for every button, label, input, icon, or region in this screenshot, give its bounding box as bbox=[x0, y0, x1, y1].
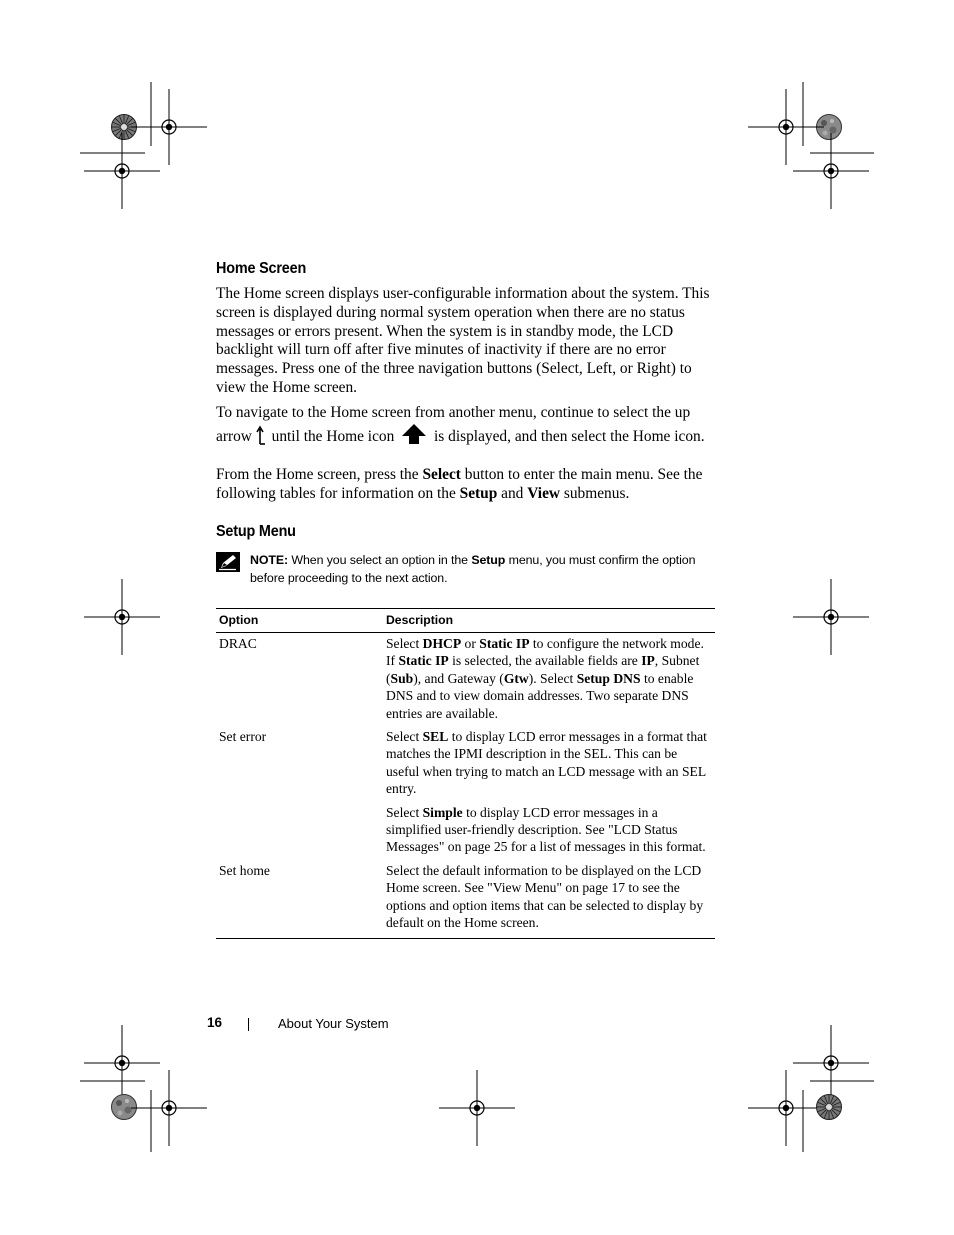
text-segment: Select bbox=[386, 804, 420, 820]
text-segment: submenus. bbox=[563, 484, 630, 502]
view-keyword: View bbox=[527, 484, 561, 502]
setup-menu-heading: Setup Menu bbox=[216, 523, 296, 540]
up-arrow-icon bbox=[256, 425, 268, 451]
registration-mark-icon bbox=[793, 133, 869, 209]
text-segment: or bbox=[464, 636, 476, 651]
home-icon bbox=[401, 423, 427, 451]
text-segment: Select bbox=[386, 636, 420, 651]
text-segment: to display LCD error messages in a format that matches the IPMI description in the SEL. This can be useful when trying to match an LCD message with an SEL entry. bbox=[386, 729, 707, 797]
description-cell bbox=[383, 862, 715, 938]
page-number: 16 bbox=[207, 1015, 223, 1030]
home-select-paragraph bbox=[216, 466, 716, 504]
text-segment: When you select an option in the bbox=[291, 553, 468, 567]
text-segment: is selected, the available fields are bbox=[452, 653, 638, 669]
text-segment: and bbox=[501, 484, 524, 502]
ip-keyword: IP bbox=[641, 653, 655, 669]
text-segment: Select bbox=[386, 729, 420, 745]
setup-dns-keyword: Setup DNS bbox=[576, 670, 641, 686]
text-segment: ). Select bbox=[528, 670, 574, 686]
select-keyword: Select bbox=[422, 466, 461, 483]
description-paragraph bbox=[386, 804, 712, 856]
static-ip-keyword: Static IP bbox=[479, 636, 530, 651]
note-text bbox=[250, 552, 720, 587]
text-segment: to configure the network mode. If bbox=[386, 636, 704, 669]
table-row bbox=[216, 862, 715, 938]
text-segment: From the Home screen, press the bbox=[216, 466, 419, 483]
text-segment: , Subnet ( bbox=[386, 653, 700, 686]
halftone-target-icon bbox=[112, 1095, 137, 1120]
text-segment: is displayed, and then select the Home icon. bbox=[434, 427, 705, 445]
description-paragraph bbox=[386, 728, 712, 798]
column-header-option: Option bbox=[216, 609, 383, 633]
home-screen-heading: Home Screen bbox=[216, 260, 307, 277]
registration-mark-icon bbox=[439, 1070, 515, 1146]
text-segment: ), and Gateway ( bbox=[413, 670, 504, 686]
description-cell bbox=[383, 728, 715, 862]
registration-mark-icon bbox=[131, 89, 207, 165]
text-segment: to display LCD error messages in a simplified user-friendly description. See "LCD Status Messages" on page 25 for a list of messages in this format. bbox=[386, 804, 706, 855]
star-target-icon bbox=[817, 1095, 842, 1120]
registration-mark-icon bbox=[793, 1025, 869, 1101]
text-segment: until the Home icon bbox=[271, 427, 395, 445]
simple-keyword: Simple bbox=[422, 804, 463, 820]
column-header-description: Description bbox=[383, 609, 715, 633]
text-segment: To navigate to the Home screen from another menu, continue to select the up arrow bbox=[216, 404, 691, 445]
sel-keyword: SEL bbox=[422, 729, 449, 745]
sub-keyword: Sub bbox=[390, 670, 414, 686]
table-header-row bbox=[216, 609, 715, 633]
registration-mark-icon bbox=[84, 1025, 160, 1101]
registration-mark-icon bbox=[84, 133, 160, 209]
footer-chapter-title: About Your System bbox=[278, 1016, 389, 1031]
setup-keyword: Setup bbox=[459, 484, 498, 502]
registration-mark-icon bbox=[84, 579, 160, 655]
registration-mark-icon bbox=[793, 579, 869, 655]
option-cell: Set home bbox=[216, 862, 383, 938]
table-row bbox=[216, 728, 715, 862]
option-cell: DRAC bbox=[219, 636, 257, 651]
option-cell: Set error bbox=[219, 729, 267, 745]
table-row bbox=[216, 633, 715, 729]
note-pencil-icon bbox=[216, 552, 240, 572]
setup-keyword: Setup bbox=[471, 553, 506, 567]
gtw-keyword: Gtw bbox=[503, 670, 529, 686]
description-cell bbox=[383, 633, 715, 729]
text-segment: to enable DNS and to view domain addresses. Two separate DNS entries are available. bbox=[386, 670, 694, 721]
home-intro-paragraph: The Home screen displays user-configurable information about the system. This screen is displayed during normal system operation when there are no status messages or errors present. When the system is in standby mode, the LCD backlight will turn off after five minutes of inactivity if there are no error messages. Press one of the three navigation buttons (Select, Left, or Right) to view the Home screen. bbox=[216, 285, 710, 396]
text-segment: menu, you must confirm the option before proceeding to the next action. bbox=[250, 553, 696, 585]
footer-divider bbox=[248, 1018, 249, 1031]
static-ip-keyword: Static IP bbox=[398, 653, 449, 669]
text-segment: button to enter the main menu. See the following tables for information on the bbox=[216, 466, 703, 502]
registration-mark-icon bbox=[748, 89, 824, 165]
home-navigation-paragraph bbox=[216, 404, 716, 451]
description-paragraph bbox=[386, 635, 712, 722]
dhcp-keyword: DHCP bbox=[422, 636, 462, 651]
description-paragraph: Select the default information to be displayed on the LCD Home screen. See "View Menu" on page 17 to see the options and option items that can be selected to display by default on the Home screen. bbox=[386, 862, 704, 931]
setup-options-table bbox=[216, 608, 715, 939]
note-label: NOTE: bbox=[250, 553, 289, 567]
